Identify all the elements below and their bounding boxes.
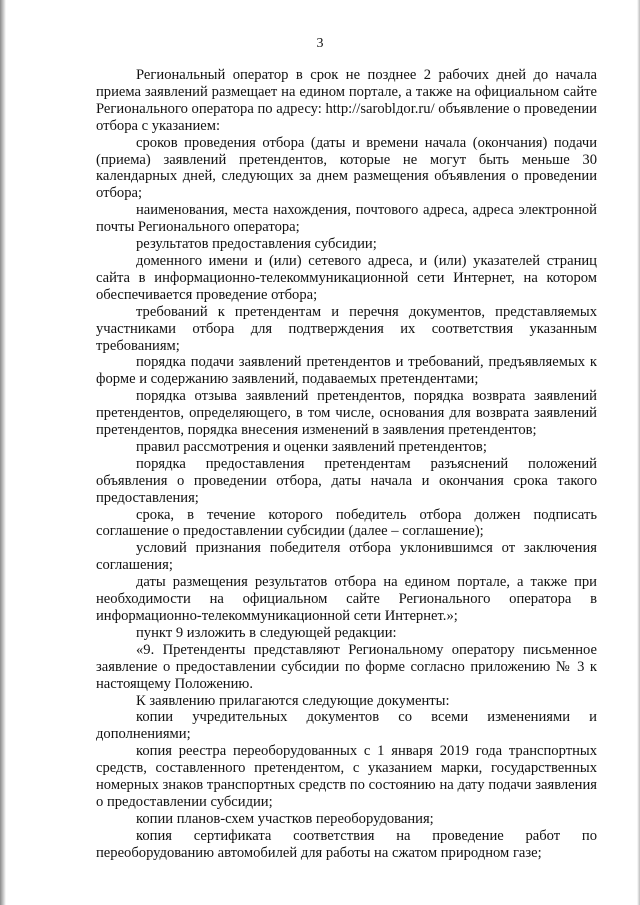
scan-edge-left [0, 0, 6, 905]
paragraph: требований к претендентам и перечня документов, представляемых участниками отбора для подтверждения их соответствия указанным требованиям; [96, 303, 597, 354]
paragraph: результатов предоставления субсидии; [136, 236, 377, 253]
paragraph: даты размещения результатов отбора на едином портале, а также при необходимости на официальном сайте Регионального оператора в информационно-телекоммуникационной сети Интернет.»; [96, 574, 597, 624]
paragraph: срока, в течение которого победитель отбора должен подписать соглашение о предоставлении субсидии (далее – соглашение); [96, 506, 597, 540]
paragraph: доменного имени и (или) сетевого адреса, и (или) указателей страниц сайта в информационно-телекоммуникационной сети Интернет, на котором обеспечивается проведение отбора; [96, 252, 597, 303]
paragraph: Региональный оператор в срок не позднее 2 рабочих дней до начала приема заявлений размещает на едином портале, а также на официальном сайте Регионального оператора по адресу: http://saroblдor.ru/ объявление о проведении отбора с указанием: [96, 67, 597, 134]
paragraph: правил рассмотрения и оценки заявлений претендентов; [136, 438, 487, 455]
document-body [96, 67, 597, 862]
paragraph: условий признания победителя отбора уклонившимся от заключения соглашения; [96, 540, 597, 574]
paragraph: «9. Претенденты представляют Региональному оператору письменное заявление о предоставлении субсидии по форме согласно приложению № 3 к настоящему Положению. [96, 641, 597, 692]
paragraph: порядка отзыва заявлений претендентов, порядка возврата заявлений претендентов, определяющего, в том числе, основания для возврата заявлений претендентов, порядка внесения изменений в заявления претендентов; [96, 388, 597, 439]
paragraph: копия реестра переоборудованных с 1 января 2019 года транспортных средств, составленного претендентом, с указанием марки, государственных номерных знаков транспортных средств по состоянию на дату подачи заявления о предоставлении субсидии; [96, 743, 597, 810]
page-number: 3 [316, 36, 324, 51]
paragraph: копия сертификата соответствия на проведение работ по переоборудованию автомобилей для работы на сжатом природном газе; [96, 827, 597, 861]
paragraph: К заявлению прилагаются следующие документы: [136, 692, 450, 709]
paragraph: пункт 9 изложить в следующей редакции: [136, 624, 397, 641]
paragraph: порядка подачи заявлений претендентов и требований, предъявляемых к форме и содержанию заявлений, подаваемых претендентами; [96, 354, 597, 388]
paragraph: копии учредительных документов со всеми изменениями и дополнениями; [96, 709, 597, 743]
paragraph: порядка предоставления претендентам разъяснений положений объявления о проведении отбора, даты начала и окончания срока такого предоставления; [96, 455, 597, 506]
paragraph: наименования, места нахождения, почтового адреса, адреса электронной почты Регионального оператора; [96, 202, 597, 236]
paragraph: копии планов-схем участков переоборудования; [136, 810, 434, 827]
paragraph: сроков проведения отбора (даты и времени начала (окончания) подачи (приема) заявлений претендентов, которые не могут быть меньше 30 календарных дней, следующих за днем размещения объявления о проведении отбора; [96, 134, 597, 202]
